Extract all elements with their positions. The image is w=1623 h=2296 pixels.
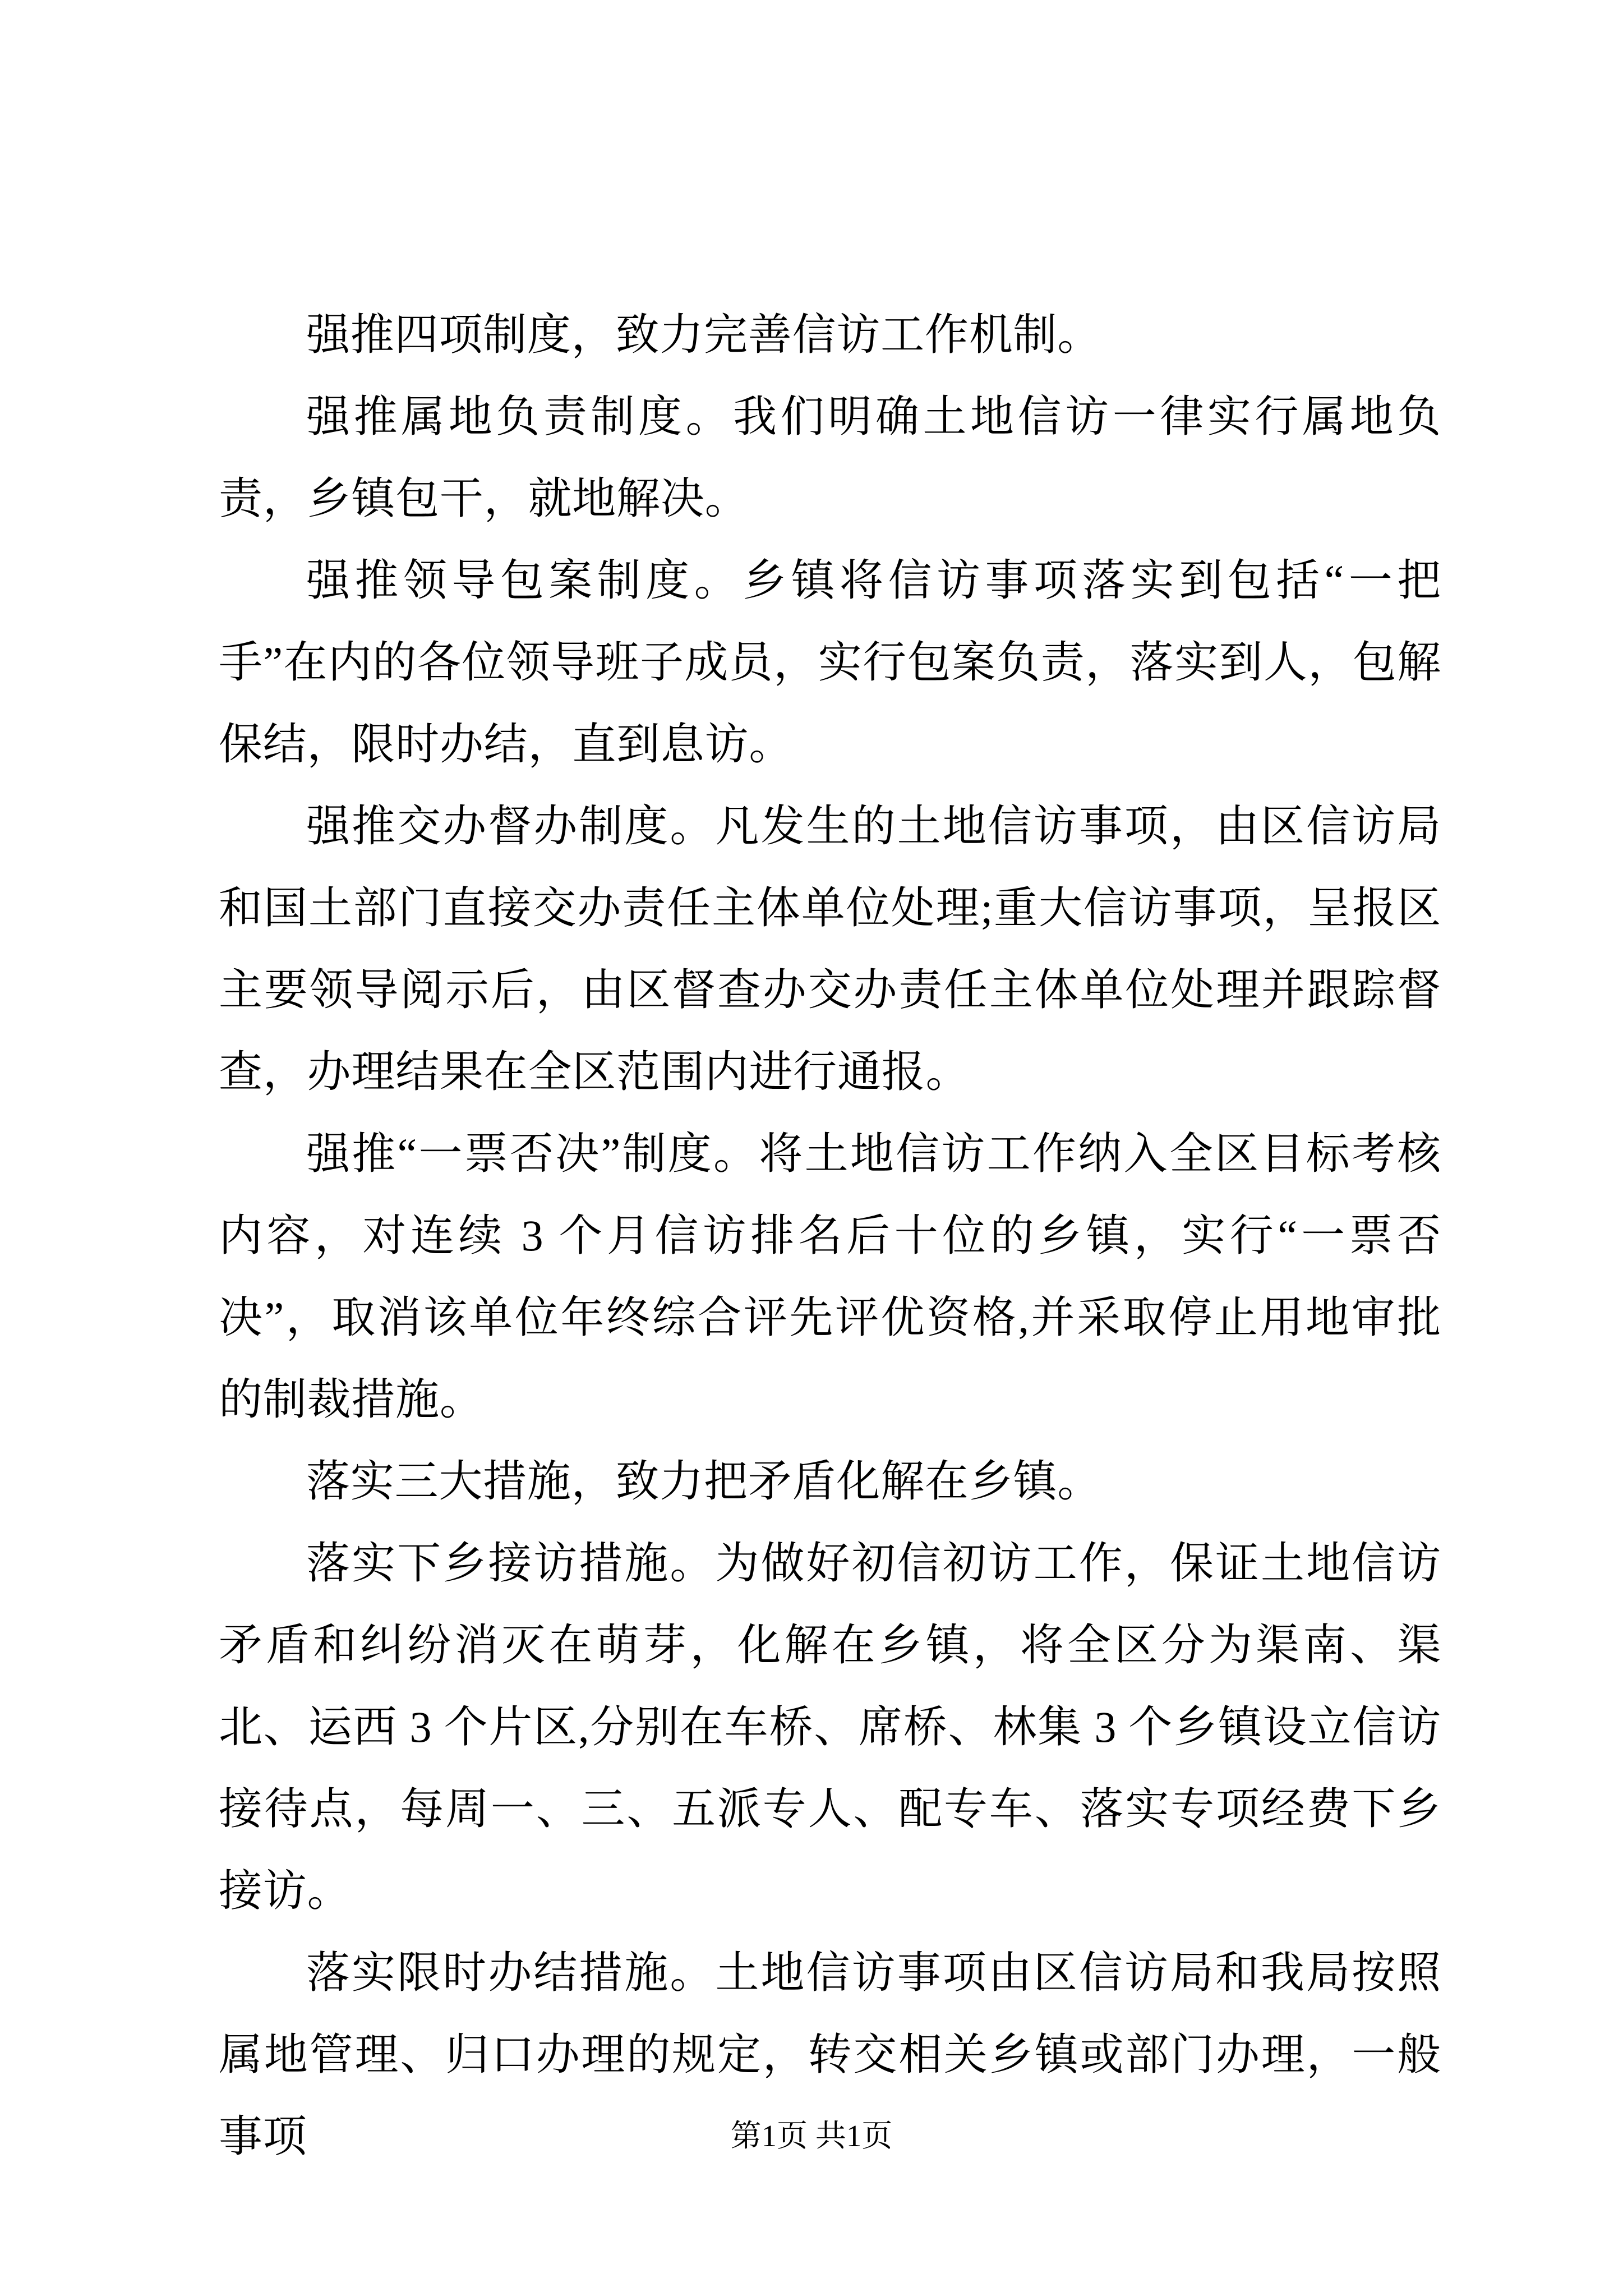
page-footer bbox=[0, 2114, 1623, 2159]
paragraph-5: 强推“一票否决”制度。将土地信访工作纳入全区目标考核内容，对连续 3 个月信访排名后十位的乡镇，实行“一票否决”，取消该单位年终综合评先评优资格,并采取停止用地审批的制裁措施。 bbox=[219, 1129, 1441, 1424]
paragraph-6: 落实三大措施，致力把矛盾化解在乡镇。 bbox=[306, 1457, 1102, 1506]
document-body bbox=[219, 294, 1441, 2178]
page-number-label: 第1页 共1页 bbox=[730, 2119, 893, 2153]
paragraph-1: 强推四项制度，致力完善信访工作机制。 bbox=[306, 310, 1102, 359]
paragraph-2: 强推属地负责制度。我们明确土地信访一律实行属地负责，乡镇包干，就地解决。 bbox=[219, 392, 1441, 523]
paragraph-4: 强推交办督办制度。凡发生的土地信访事项，由区信访局和国土部门直接交办责任主体单位处理;重大信访事项，呈报区主要领导阅示后，由区督查办交办责任主体单位处理并跟踪督查，办理结果在全区范围内进行通报。 bbox=[219, 802, 1441, 1096]
paragraph-8: 落实限时办结措施。土地信访事项由区信访局和我局按照属地管理、归口办理的规定，转交相关乡镇或部门办理，一般事项 bbox=[219, 1948, 1441, 2161]
paragraph-7: 落实下乡接访措施。为做好初信初访工作，保证土地信访矛盾和纠纷消灭在萌芽，化解在乡镇，将全区分为渠南、渠北、运西 3 个片区,分别在车桥、席桥、林集 3 个乡镇设立信访接待点，每周一、三、五派专人、配专车、落实专项经费下乡接访。 bbox=[219, 1539, 1441, 1915]
paragraph-3: 强推领导包案制度。乡镇将信访事项落实到包括“一把手”在内的各位领导班子成员，实行包案负责，落实到人，包解保结，限时办结，直到息访。 bbox=[219, 556, 1441, 769]
